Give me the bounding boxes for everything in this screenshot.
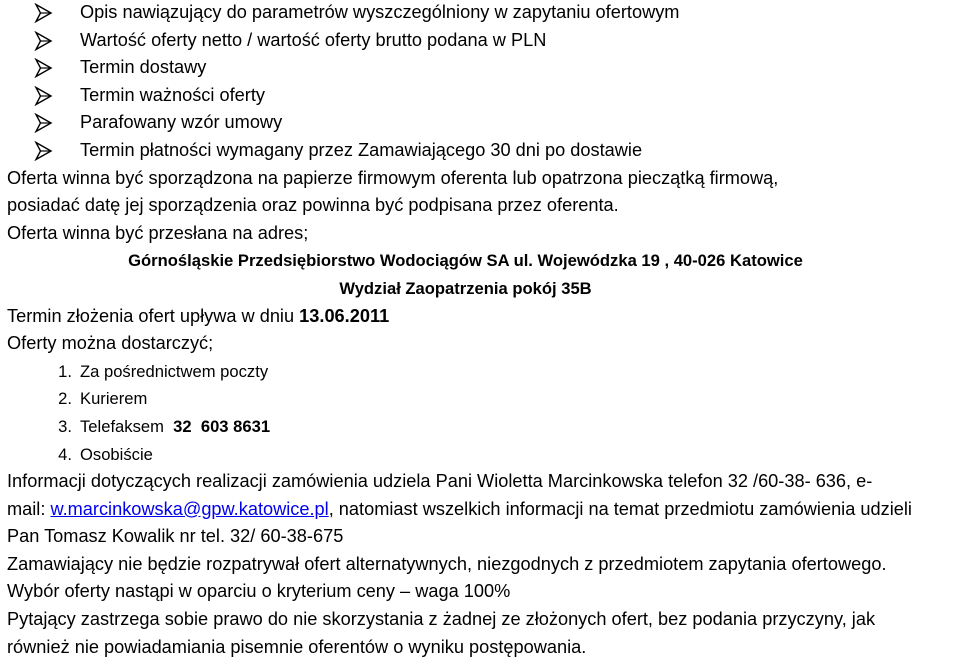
- info-email-link[interactable]: w.marcinkowska@gpw.katowice.pl: [50, 498, 329, 519]
- bullet-text: Opis nawiązujący do parametrów wyszczególniony w zapytaniu ofertowym: [80, 2, 680, 22]
- delivery-method-item: [7, 413, 960, 441]
- address-line-2: Wydział Zaopatrzenia pokój 35B: [339, 278, 592, 298]
- delivery-method-item: [7, 385, 960, 413]
- reservation-line-1: Pytający zastrzega sobie prawo do nie skorzystania z żadnej ze złożonych ofert, bez podania przyczyny, jak: [7, 609, 876, 630]
- address-intro: Oferta winna być przesłana na adres;: [7, 222, 309, 243]
- delivery-method-number: 1.: [58, 361, 72, 381]
- arrowhead-bullet-icon: [34, 31, 54, 51]
- reservation-line-2: również nie powiadamiania pisemnie oferentów o wyniku postępowania.: [7, 636, 587, 657]
- delivery-method-item: [7, 358, 960, 386]
- arrowhead-bullet-icon: [34, 141, 54, 161]
- delivery-intro: Oferty można dostarczyć;: [7, 333, 214, 354]
- arrowhead-bullet-icon: [34, 86, 54, 106]
- delivery-method-number: 3.: [58, 416, 72, 436]
- bullet-item: [7, 137, 960, 165]
- selection-criteria-text: Wybór oferty nastąpi w oparciu o kryterium ceny – waga 100%: [7, 581, 511, 602]
- arrowhead-bullet-icon: [34, 3, 54, 23]
- bullet-item: [7, 27, 960, 55]
- paper-requirement-line-1: Oferta winna być sporządzona na papierze firmowym oferenta lub opatrzona pieczątką firmową,: [7, 167, 779, 188]
- info-line-2-suffix: , natomiast wszelkich informacji na temat przedmiotu zamówienia udzieli: [328, 498, 912, 519]
- bullet-item: [7, 54, 960, 82]
- no-alternatives-text: Zamawiający nie będzie rozpatrywał ofert alternatywnych, niezgodnych z przedmiotem zapytania ofertowego.: [7, 553, 887, 574]
- bullet-item: [7, 109, 960, 137]
- delivery-method-item: [7, 441, 960, 469]
- deadline-date: 13.06.2011: [299, 305, 390, 326]
- info-line-1: Informacji dotyczących realizacji zamówienia udziela Pani Wioletta Marcinkowska telefon 32 /60-38- 636, e-: [7, 471, 873, 492]
- bullet-text: Parafowany wzór umowy: [80, 112, 283, 133]
- bullet-text: Termin ważności oferty: [80, 84, 265, 105]
- info-email-prefix: mail:: [7, 498, 51, 519]
- delivery-method-number: 2.: [58, 389, 72, 409]
- delivery-method-text: Za pośrednictwem poczty: [80, 361, 269, 381]
- delivery-method-text: Kurierem: [80, 389, 148, 409]
- bullet-item: [7, 0, 960, 27]
- info-line-3: Pan Tomasz Kowalik nr tel. 32/ 60-38-675: [7, 526, 344, 547]
- delivery-method-list: [7, 358, 960, 468]
- document-body: [7, 0, 960, 661]
- deadline-text: Termin złożenia ofert upływa w dniu: [7, 305, 300, 326]
- delivery-method-text: Osobiście: [80, 444, 153, 464]
- arrowhead-bullet-icon: [34, 113, 54, 133]
- delivery-method-text: Telefaksem: [80, 416, 174, 436]
- paper-requirement-line-2: posiadać datę jej sporządzenia oraz powinna być podpisana przez oferenta.: [7, 195, 619, 216]
- bullet-list: [7, 0, 960, 165]
- bullet-text: Termin płatności wymagany przez Zamawiającego 30 dni po dostawie: [80, 139, 643, 160]
- bullet-text: Wartość oferty netto / wartość oferty brutto podana w PLN: [80, 29, 547, 50]
- arrowhead-bullet-icon: [34, 58, 54, 78]
- address-line-1: Górnośląskie Przedsiębiorstwo Wodociągów SA ul. Wojewódzka 19 , 40-026 Katowice: [128, 251, 803, 271]
- bullet-item: [7, 82, 960, 110]
- bullet-text: Termin dostawy: [80, 57, 207, 78]
- delivery-method-number: 4.: [58, 444, 72, 464]
- info-line-2: [7, 496, 960, 524]
- deadline-line: [7, 303, 960, 331]
- fax-number: 32 603 8631: [173, 416, 271, 436]
